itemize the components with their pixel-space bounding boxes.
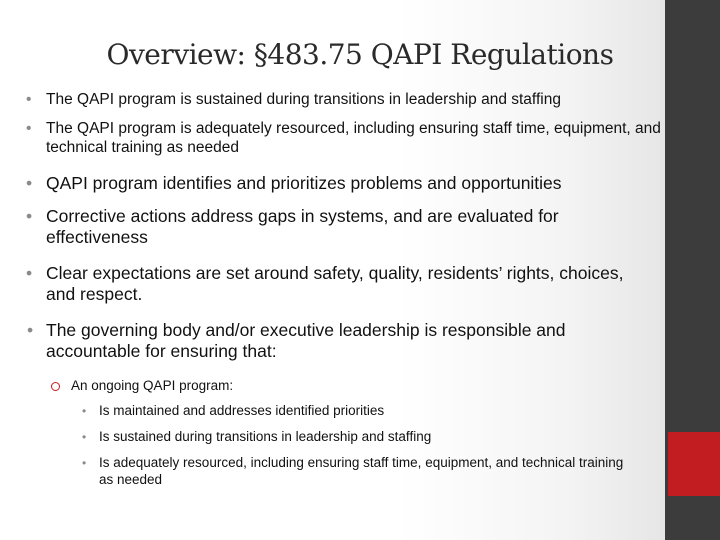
- sub-item: [82, 429, 649, 446]
- bullet-text: Clear expectations are set around safety, quality, residents’ rights, choices, and respect.: [46, 263, 624, 305]
- sub-heading: [71, 378, 651, 395]
- sub-item: [82, 403, 649, 420]
- bullet-text: QAPI program identifies and prioritizes problems and opportunities: [46, 173, 562, 193]
- bullet-item: [26, 173, 656, 194]
- sub-item-text: Is maintained and addresses identified priorities: [99, 403, 385, 418]
- bullet-icon: •: [82, 430, 87, 444]
- bullet-text: The QAPI program is adequately resourced, including ensuring staff time, equipment, and technical training as needed: [46, 120, 661, 156]
- bullet-icon: •: [82, 404, 87, 418]
- bullet-item: [26, 120, 666, 157]
- bullet-text: The governing body and/or executive leadership is responsible and accountable for ensuring that:: [46, 320, 566, 362]
- sub-item-text: Is adequately resourced, including ensuring staff time, equipment, and technical training as needed: [99, 455, 624, 487]
- bullet-icon: •: [26, 91, 32, 108]
- bullet-item: [26, 91, 666, 110]
- bullet-icon: •: [82, 456, 87, 470]
- bullet-icon: •: [27, 320, 34, 340]
- bullet-icon: •: [26, 173, 33, 193]
- bullet-text: Corrective actions address gaps in systems, and are evaluated for effectiveness: [46, 206, 559, 248]
- sub-item-text: Is sustained during transitions in leadership and staffing: [99, 429, 432, 444]
- sub-heading-text: An ongoing QAPI program:: [71, 378, 234, 393]
- bullet-icon: •: [26, 206, 33, 226]
- slide-title: Overview: §483.75 QAPI Regulations: [106, 38, 614, 71]
- circle-bullet-icon: [51, 382, 60, 391]
- sidebar-accent-block: [668, 432, 720, 496]
- bullet-text: The QAPI program is sustained during transitions in leadership and staffing: [46, 91, 561, 108]
- bullet-item: [26, 206, 646, 249]
- sub-item: [82, 455, 629, 489]
- bullet-item: [26, 263, 656, 306]
- bullet-icon: •: [26, 263, 33, 283]
- bullet-item: [27, 320, 656, 363]
- bullet-icon: •: [26, 120, 32, 137]
